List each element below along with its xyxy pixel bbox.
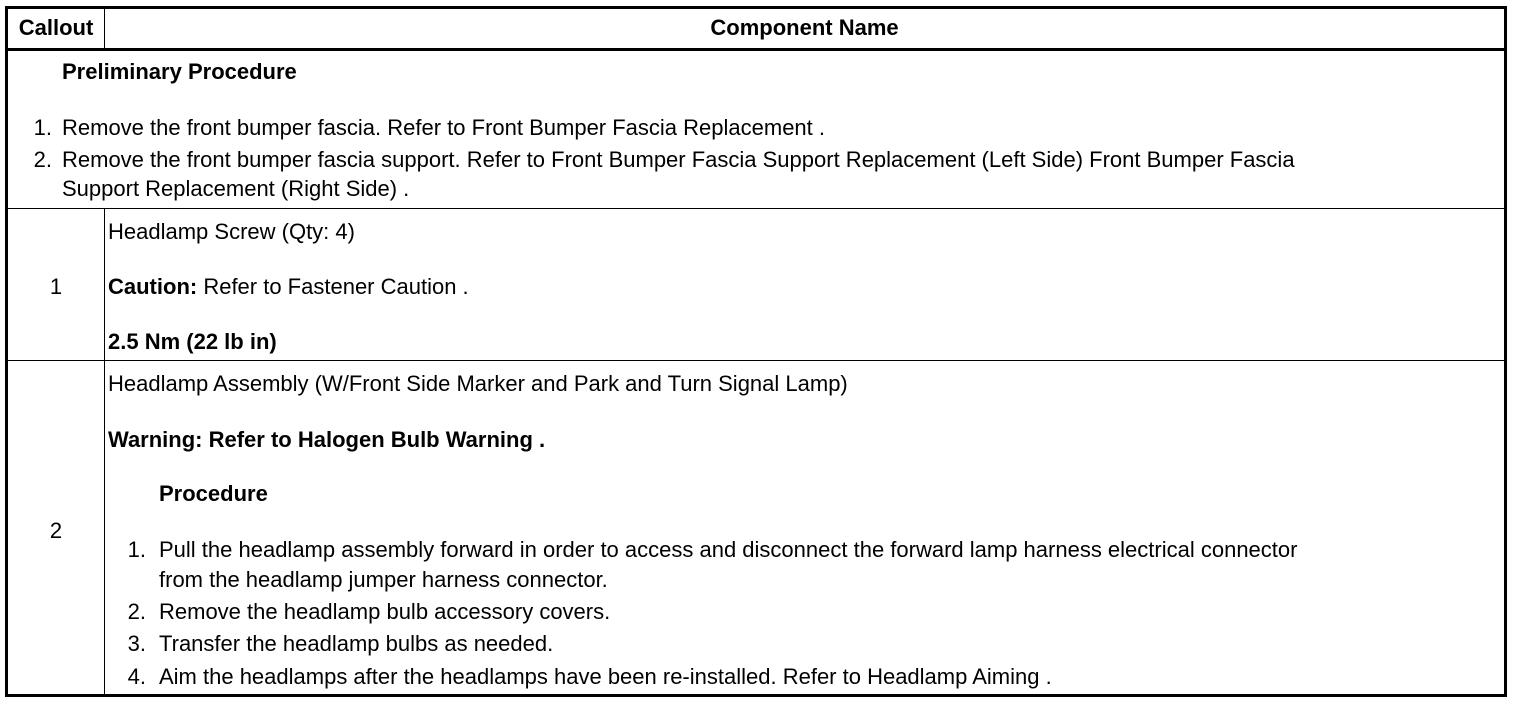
row-2-callout: 2 (49, 518, 63, 543)
row-2-component: Headlamp Assembly (W/Front Side Marker and Park and Turn Signal Lamp) (108, 371, 848, 396)
row-1-callout: 1 (49, 274, 63, 299)
step-text: Remove the headlamp bulb accessory covers. (159, 599, 611, 624)
column-divider-rows (104, 208, 105, 694)
caution-label: Caution: (108, 274, 198, 299)
header-component-name: Component Name (710, 15, 899, 40)
row-1-torque: 2.5 Nm (22 lb in) (108, 329, 277, 354)
caution-text: Refer to Fastener Caution . (197, 274, 469, 299)
step-text: Pull the headlamp assembly forward in order to access and disconnect the forward lamp harness electrical connector (159, 537, 1298, 562)
step-number: 4. (127, 664, 146, 689)
step-number: 3. (127, 631, 146, 656)
step-text-continued: Support Replacement (Right Side) . (62, 176, 410, 201)
step-number: 1. (127, 537, 146, 562)
step-text: Transfer the headlamp bulbs as needed. (159, 631, 554, 656)
header-divider (8, 48, 1504, 51)
step-text: Aim the headlamps after the headlamps have been re-installed. Refer to Headlamp Aiming . (159, 664, 1052, 689)
row1-divider (8, 360, 1504, 361)
step-number: 2. (33, 147, 52, 172)
row-1-component: Headlamp Screw (Qty: 4) (108, 219, 355, 244)
row-1-caution (108, 271, 469, 302)
step-text: Remove the front bumper fascia. Refer to Front Bumper Fascia Replacement . (62, 115, 825, 140)
header-callout: Callout (18, 15, 94, 40)
preliminary-divider (8, 208, 1504, 209)
step-text-continued: from the headlamp jumper harness connector. (159, 567, 608, 592)
preliminary-title: Preliminary Procedure (62, 59, 297, 84)
step-number: 1. (33, 115, 52, 140)
procedure-table (5, 6, 1507, 697)
row-2-warning: Warning: Refer to Halogen Bulb Warning . (108, 427, 546, 452)
row-2-procedure-title: Procedure (159, 481, 268, 506)
step-text: Remove the front bumper fascia support. Refer to Front Bumper Fascia Support Replacement (Left Side) Front Bumper Fascia (62, 147, 1295, 172)
step-number: 2. (127, 599, 146, 624)
